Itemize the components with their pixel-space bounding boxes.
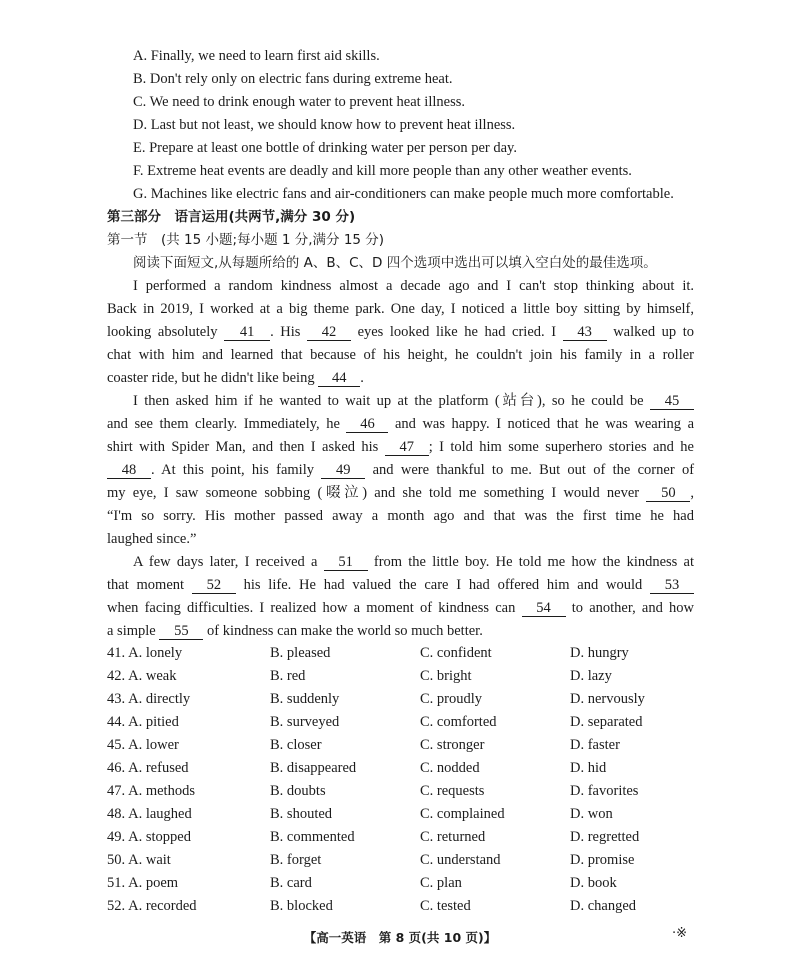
choice-b: B. closer xyxy=(270,737,322,753)
passage-line xyxy=(133,391,694,411)
choice-d: D. faster xyxy=(570,737,620,753)
choice-b: B. red xyxy=(270,668,306,684)
question-number: 46. xyxy=(107,760,126,776)
blank-51: 51 xyxy=(324,554,368,571)
choice-a xyxy=(107,804,192,824)
instruction-text: 阅读下面短文,从每题所给的 A、B、C、D 四个选项中选出可以填入空白处的最佳选项。 xyxy=(133,255,657,271)
passage-text: I then asked him if he wanted to wait up at the platform (站台), so he could be xyxy=(133,393,644,409)
choice-a xyxy=(107,643,182,663)
choice-c: C. plan xyxy=(420,875,462,891)
choice-text: A. stopped xyxy=(128,829,191,845)
option-f: F. Extreme heat events are deadly and kill more people than any other weather events. xyxy=(133,163,632,179)
passage-line xyxy=(107,483,694,503)
choice-b: B. card xyxy=(270,875,312,891)
choice-a xyxy=(107,712,179,732)
passage-line xyxy=(107,598,694,618)
passage-line xyxy=(107,575,694,595)
choice-b: B. shouted xyxy=(270,806,333,822)
choice-c: C. tested xyxy=(420,898,471,914)
blank-44: 44 xyxy=(318,370,360,387)
corner-mark: ·※ xyxy=(672,926,688,941)
choice-c: C. complained xyxy=(420,806,505,822)
choice-a xyxy=(107,781,195,801)
passage-text: , xyxy=(690,485,695,501)
passage-text: my eye, I saw someone sobbing (啜泣) and she told me something I would never xyxy=(107,485,640,501)
choice-b: B. commented xyxy=(270,829,355,845)
choice-b: B. blocked xyxy=(270,898,333,914)
passage-text: of kindness can make the world so much better. xyxy=(206,623,483,639)
choice-c: C. requests xyxy=(420,783,485,799)
section1-heading: 第一节 (共 15 小题;每小题 1 分,满分 15 分) xyxy=(107,232,385,248)
choice-c: C. stronger xyxy=(420,737,485,753)
choice-d: D. hungry xyxy=(570,645,629,661)
option-a: A. Finally, we need to learn first aid skills. xyxy=(133,48,380,64)
choice-text: A. poem xyxy=(128,875,179,891)
question-number: 52. xyxy=(107,898,126,914)
blank-43: 43 xyxy=(563,324,607,341)
blank-49: 49 xyxy=(321,462,365,479)
option-c: C. We need to drink enough water to prevent heat illness. xyxy=(133,94,465,110)
passage-line xyxy=(107,460,694,480)
passage-text: . xyxy=(360,370,364,386)
passage-text: walked up to xyxy=(613,324,695,340)
choice-c: C. nodded xyxy=(420,760,480,776)
choice-d: D. favorites xyxy=(570,783,639,799)
choice-c: C. comforted xyxy=(420,714,497,730)
passage-text: to another, and how xyxy=(571,600,695,616)
choice-d: D. book xyxy=(570,875,617,891)
choice-a xyxy=(107,689,190,709)
blank-55: 55 xyxy=(159,623,203,640)
blank-42: 42 xyxy=(307,324,351,341)
question-number: 51. xyxy=(107,875,126,891)
blank-47: 47 xyxy=(385,439,429,456)
choice-d: D. won xyxy=(570,806,613,822)
choice-d: D. changed xyxy=(570,898,637,914)
passage-line: “I'm so sorry. His mother passed away a month ago and that was the first time he had xyxy=(107,508,694,524)
choice-b: B. disappeared xyxy=(270,760,357,776)
passage-text: when facing difficulties. I realized how a moment of kindness can xyxy=(107,600,516,616)
passage-text: coaster ride, but he didn't like being xyxy=(107,370,315,386)
choice-text: A. laughed xyxy=(128,806,192,822)
choice-d: D. separated xyxy=(570,714,643,730)
question-number: 41. xyxy=(107,645,126,661)
passage-line xyxy=(107,437,694,457)
question-number: 42. xyxy=(107,668,126,684)
choice-text: A. lonely xyxy=(128,645,183,661)
part3-heading: 第三部分 语言运用(共两节,满分 30 分) xyxy=(107,209,356,225)
choice-c: C. proudly xyxy=(420,691,483,707)
choice-a xyxy=(107,873,178,893)
passage-text: and were thankful to me. But out of the corner of xyxy=(372,462,695,478)
blank-45: 45 xyxy=(650,393,694,410)
choice-text: A. pitied xyxy=(128,714,179,730)
option-d: D. Last but not least, we should know how to prevent heat illness. xyxy=(133,117,516,133)
passage-text: . His xyxy=(270,324,301,340)
choice-c: C. bright xyxy=(420,668,472,684)
choice-a xyxy=(107,758,189,778)
choice-text: A. recorded xyxy=(128,898,197,914)
passage-line xyxy=(107,368,694,388)
blank-41: 41 xyxy=(224,324,270,341)
passage-line: laughed since.” xyxy=(107,531,197,547)
passage-text: his life. He had valued the care I had offered him and would xyxy=(243,577,643,593)
blank-54: 54 xyxy=(522,600,566,617)
passage-text: and see them clearly. Immediately, he xyxy=(107,416,340,432)
passage-line: chat with him and learned that because of his height, he couldn't join his family in a roller xyxy=(107,347,694,363)
choice-text: A. directly xyxy=(128,691,191,707)
passage-text: a simple xyxy=(107,623,156,639)
choice-b: B. suddenly xyxy=(270,691,340,707)
choice-a xyxy=(107,896,197,916)
passage-text: looking absolutely xyxy=(107,324,218,340)
choice-a xyxy=(107,666,176,686)
blank-48: 48 xyxy=(107,462,151,479)
question-number: 49. xyxy=(107,829,126,845)
choice-a xyxy=(107,827,191,847)
choice-text: A. methods xyxy=(128,783,195,799)
passage-line xyxy=(133,552,694,572)
choice-text: A. wait xyxy=(128,852,171,868)
passage-text: A few days later, I received a xyxy=(133,554,318,570)
choice-text: A. refused xyxy=(128,760,189,776)
passage-text: . At this point, his family xyxy=(151,462,314,478)
option-g: G. Machines like electric fans and air-conditioners can make people much more comfortable. xyxy=(133,186,674,202)
choice-text: A. lower xyxy=(128,737,179,753)
choice-c: C. confident xyxy=(420,645,492,661)
question-number: 48. xyxy=(107,806,126,822)
page-footer: 【高一英语 第 8 页(共 10 页)】 xyxy=(303,930,497,945)
passage-line xyxy=(107,621,694,641)
choice-b: B. forget xyxy=(270,852,322,868)
question-number: 50. xyxy=(107,852,126,868)
choice-c: C. understand xyxy=(420,852,501,868)
choice-d: D. nervously xyxy=(570,691,645,707)
choice-d: D. regretted xyxy=(570,829,640,845)
choice-d: D. lazy xyxy=(570,668,612,684)
passage-text: shirt with Spider Man, and then I asked his xyxy=(107,439,379,455)
question-number: 44. xyxy=(107,714,126,730)
choice-c: C. returned xyxy=(420,829,486,845)
blank-52: 52 xyxy=(192,577,236,594)
passage-line xyxy=(107,414,694,434)
passage-line: Back in 2019, I worked at a big theme park. One day, I noticed a little boy sitting by himself, xyxy=(107,301,694,317)
passage-text: from the little boy. He told me how the kindness at xyxy=(373,554,695,570)
blank-46: 46 xyxy=(346,416,388,433)
choice-b: B. surveyed xyxy=(270,714,340,730)
question-number: 47. xyxy=(107,783,126,799)
choice-a xyxy=(107,735,179,755)
passage-text: and was happy. I noticed that he was wearing a xyxy=(394,416,695,432)
passage-line xyxy=(107,322,694,342)
choice-a xyxy=(107,850,171,870)
choice-text: A. weak xyxy=(128,668,177,684)
question-number: 43. xyxy=(107,691,126,707)
blank-53: 53 xyxy=(650,577,694,594)
option-b: B. Don't rely only on electric fans during extreme heat. xyxy=(133,71,453,87)
choice-b: B. pleased xyxy=(270,645,331,661)
passage-text: eyes looked like he had cried. I xyxy=(357,324,557,340)
passage-text: that moment xyxy=(107,577,185,593)
choice-b: B. doubts xyxy=(270,783,326,799)
choice-d: D. hid xyxy=(570,760,607,776)
option-e: E. Prepare at least one bottle of drinking water per person per day. xyxy=(133,140,517,156)
passage-line: I performed a random kindness almost a decade ago and I can't stop thinking about it. xyxy=(133,278,694,294)
question-number: 45. xyxy=(107,737,126,753)
blank-50: 50 xyxy=(646,485,690,502)
choice-d: D. promise xyxy=(570,852,635,868)
passage-text: ; I told him some superhero stories and he xyxy=(428,439,694,455)
